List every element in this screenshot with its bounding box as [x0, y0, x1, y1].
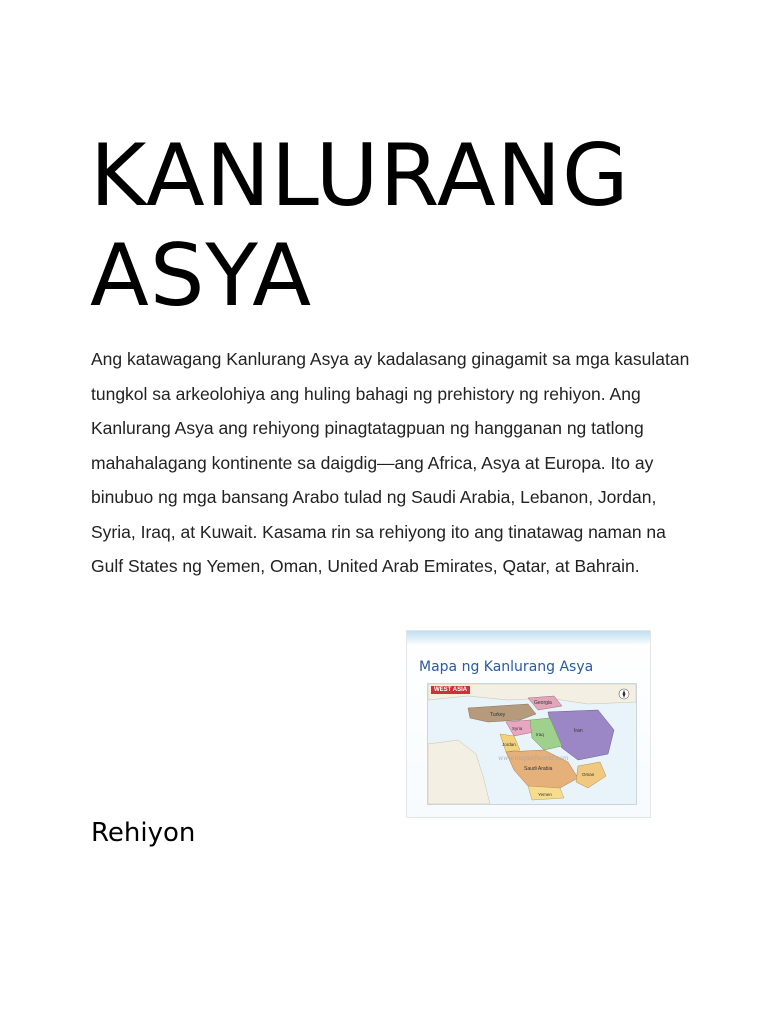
section-heading: Rehiyon — [91, 818, 196, 848]
west-asia-map-graphic — [428, 684, 636, 804]
svg-text:Iran: Iran — [574, 728, 583, 734]
title-line-2: ASYA — [90, 226, 313, 326]
map-title: Mapa ng Kanlurang Asya — [419, 659, 594, 675]
figure-header-band — [407, 631, 650, 645]
svg-text:Syria: Syria — [512, 726, 523, 731]
svg-text:Georgia: Georgia — [534, 700, 552, 706]
body-paragraph: Ang katawagang Kanlurang Asya ay kadalasang ginagamit sa mga kasulatan tungkol sa arkeolohiya ang huling bahagi ng prehistory ng rehiyon. Ang Kanlurang Asya ang rehiyong pinagtatagpuan ng hangganan ng tatlong mahahalagang kontinente sa daigdig—ang Africa, Asya at Europa. Ito ay binubuo ng mga bansang Arabo tulad ng Saudi Arabia, Lebanon, Jordan, Syria, Iraq, at Kuwait. Kasama rin sa rehiyong ito ang tinatawag naman na Gulf States ng Yemen, Oman, United Arab Emirates, Qatar, at Bahrain. — [91, 349, 690, 576]
title-line-1: KANLURANG — [90, 126, 630, 226]
svg-text:Yemen: Yemen — [538, 792, 552, 797]
svg-text:Jordan: Jordan — [502, 742, 516, 747]
svg-text:Oman: Oman — [582, 772, 595, 777]
svg-text:www.mapsofworld.com: www.mapsofworld.com — [498, 755, 569, 762]
page-title — [90, 126, 630, 326]
map-panel — [427, 683, 637, 805]
svg-text:Turkey: Turkey — [490, 712, 506, 718]
map-region-tag: WEST ASIA — [431, 686, 470, 694]
svg-text:Iraq: Iraq — [536, 732, 544, 737]
map-image — [406, 630, 651, 818]
svg-text:Saudi Arabia: Saudi Arabia — [524, 766, 553, 772]
